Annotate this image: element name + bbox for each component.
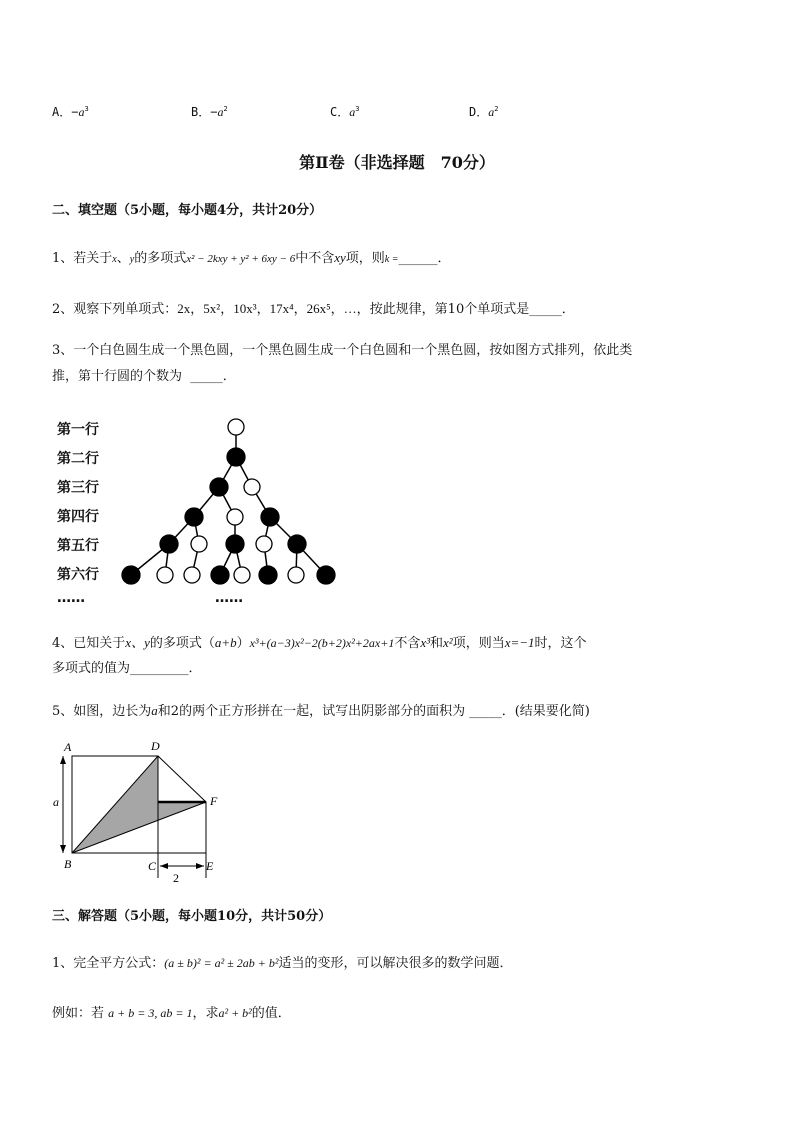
label-c-point: C	[148, 859, 157, 873]
q3-number: 3、	[52, 343, 74, 358]
q4-x-value: x=−1	[504, 635, 535, 650]
q4-ab: a+b	[214, 635, 237, 650]
q1-polynomial: x² − 2kxy + y² + 6xy − 6	[186, 253, 296, 265]
option-a-prefix: −	[71, 105, 79, 119]
q4-text-4: 不含	[394, 636, 421, 651]
s1-example-end: 的值．	[251, 1006, 291, 1021]
q1-sep: 、	[116, 251, 130, 266]
q2-answer-blank[interactable]: _____．	[529, 302, 575, 317]
row-label-5: 第五行	[57, 538, 99, 554]
q1-var-k: k =	[384, 254, 399, 265]
option-a-label: A．	[52, 105, 72, 119]
section-title: 第Ⅱ卷（非选择题 70分）	[299, 153, 495, 172]
q4-answer-blank[interactable]: _________．	[130, 661, 202, 676]
line-df	[158, 756, 206, 802]
option-c-label: C．	[330, 105, 350, 119]
row-label-ellipsis: ……	[57, 590, 85, 606]
q2-text-2: ，按此规律，第10个单项式是	[356, 302, 530, 317]
s1-example-text: ，求	[192, 1006, 219, 1021]
row-label-2: 第二行	[57, 451, 99, 467]
option-d-exp: 2	[494, 105, 499, 113]
q5-text-3: (结果要化简)	[514, 704, 590, 719]
q1-text-2: 的多项式	[134, 251, 187, 266]
option-c-var: a	[349, 105, 356, 119]
q4-text-6: 时，这个	[534, 636, 587, 651]
q4-x3: x³	[420, 635, 431, 650]
q5-number: 5、	[52, 704, 74, 719]
q1-var-y: y	[129, 254, 135, 265]
solution-example	[52, 1000, 291, 1027]
s1-example-label: 例如：若	[52, 1006, 105, 1021]
q1-answer-blank[interactable]: ______．	[398, 251, 451, 266]
q5-var-a: a	[151, 703, 158, 718]
s1-number: 1、	[52, 956, 74, 971]
option-d-label: D．	[469, 105, 489, 119]
label-side-2: 2	[173, 871, 179, 885]
option-b-exp: 2	[223, 105, 228, 113]
row-label-1: 第一行	[57, 422, 99, 438]
q5-text-1: 如图，边长为	[73, 704, 152, 719]
s1-text-2: 适当的变形，可以解决很多的数学问题．	[278, 956, 513, 971]
q4-expression: x³+(a−3)x²−2(b+2)x²+2ax+1	[249, 636, 395, 650]
label-side-a: a	[53, 795, 59, 809]
option-a-exp: 3	[84, 105, 89, 113]
q1-var-xy: xy	[334, 250, 346, 265]
q3-line-1: 一个白色圆生成一个黑色圆，一个黑色圆生成一个白色圆和一个黑色圆，按如图方式排列，依此类	[73, 343, 633, 358]
q4-text-2: 的多项式（	[149, 636, 215, 651]
label-e-point: E	[206, 859, 214, 873]
q2-terms: 2x，5x²，10x³，17x⁴，26x⁵，…	[177, 301, 357, 316]
q5-answer-blank[interactable]: _____．	[469, 704, 515, 719]
option-b-prefix: −	[210, 105, 218, 119]
option-b-var: a	[217, 105, 224, 119]
q5-text-2: 和2的两个正方形拼在一起，试写出阴影部分的面积为	[157, 704, 466, 719]
s1-example-condition: a + b = 3, ab = 1	[108, 1006, 193, 1020]
option-c-exp: 3	[355, 105, 360, 113]
tree-ellipsis: ……	[215, 590, 243, 606]
option-d-var: a	[488, 105, 495, 119]
q4-text-5: 项，则当	[452, 636, 505, 651]
label-b-point: B	[64, 857, 72, 871]
q1-text-1: 若关于	[73, 251, 113, 266]
row-label-6: 第六行	[57, 567, 99, 583]
s1-formula: (a ± b)² = a² ± 2ab + b²	[164, 956, 279, 970]
q2-text: 观察下列单项式：	[73, 302, 178, 317]
q3-line-2: 推，第十行圆的个数为	[52, 369, 183, 384]
q4-text-3: ）	[236, 636, 250, 651]
label-f-point: F	[210, 794, 218, 808]
q4-line-2: 多项式的值为	[52, 661, 131, 676]
label-a-point: A	[64, 740, 72, 754]
option-b-label: B．	[191, 105, 211, 119]
q3-answer-blank[interactable]: _____．	[190, 369, 236, 384]
q4-and: 和	[430, 636, 444, 651]
q1-text-4: 项，则	[345, 251, 385, 266]
solution-question-1	[52, 950, 512, 977]
part3-title: 三、解答题（5小题，每小题10分，共计50分）	[52, 909, 332, 924]
row-label-3: 第三行	[57, 480, 99, 496]
q4-text-1: 已知关于	[73, 636, 126, 651]
q4-vars: x、y	[125, 635, 150, 650]
option-a-var: a	[78, 105, 85, 119]
q1-number: 1、	[52, 251, 74, 266]
q4-number: 4、	[52, 636, 74, 651]
s1-text-1: 完全平方公式：	[73, 956, 165, 971]
q4-x2: x²	[443, 635, 453, 650]
q2-number: 2、	[52, 302, 74, 317]
q1-var-x: x	[112, 254, 117, 265]
shaded-region	[72, 756, 206, 853]
part2-title: 二、填空题（5小题，每小题4分，共计20分）	[52, 203, 323, 218]
label-d-point: D	[151, 739, 160, 753]
q1-text-3: 中不含	[295, 251, 335, 266]
s1-example-target: a² + b²	[218, 1006, 252, 1020]
row-label-4: 第四行	[57, 509, 99, 525]
